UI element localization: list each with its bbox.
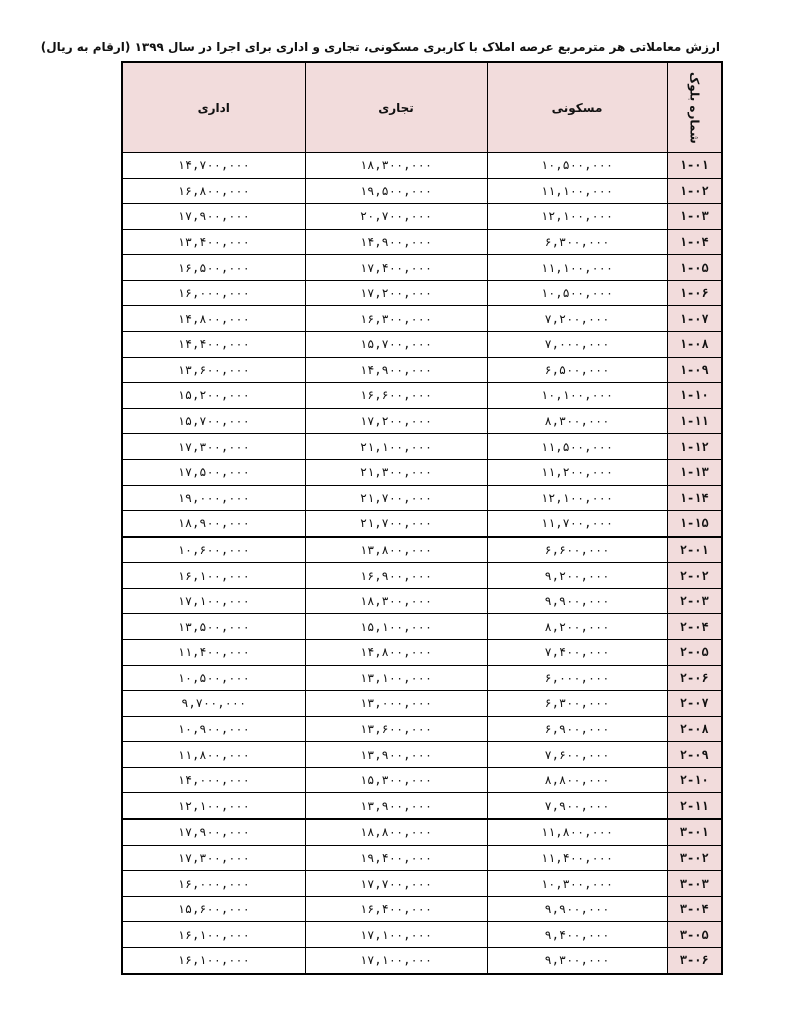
block-number: ۱-۰۸ — [667, 332, 722, 358]
table-row — [122, 408, 722, 434]
table-row — [122, 204, 722, 230]
table-row — [122, 306, 722, 332]
office-value: ۱۷,۳۰۰,۰۰۰ — [122, 845, 305, 871]
table-row — [122, 280, 722, 306]
document-title: ارزش معاملاتی هر مترمربع عرصه املاک با کاربری مسکونی، تجاری و اداری برای اجرا در سال ۱۳۹۹ (ارقام به ریال) — [40, 40, 720, 54]
table-row — [122, 640, 722, 666]
office-value: ۱۶,۰۰۰,۰۰۰ — [122, 871, 305, 897]
office-value: ۱۷,۵۰۰,۰۰۰ — [122, 459, 305, 485]
residential-value: ۹,۳۰۰,۰۰۰ — [487, 947, 667, 974]
residential-value: ۱۰,۳۰۰,۰۰۰ — [487, 871, 667, 897]
block-number: ۳-۰۴ — [667, 896, 722, 922]
table-row — [122, 332, 722, 358]
block-number: ۱-۱۳ — [667, 459, 722, 485]
block-number: ۲-۰۹ — [667, 742, 722, 768]
office-value: ۱۷,۹۰۰,۰۰۰ — [122, 819, 305, 845]
commercial-value: ۱۳,۱۰۰,۰۰۰ — [305, 665, 487, 691]
commercial-value: ۲۱,۷۰۰,۰۰۰ — [305, 485, 487, 511]
block-number: ۱-۰۴ — [667, 229, 722, 255]
commercial-value: ۲۱,۳۰۰,۰۰۰ — [305, 459, 487, 485]
office-value: ۱۰,۵۰۰,۰۰۰ — [122, 665, 305, 691]
residential-value: ۶,۳۰۰,۰۰۰ — [487, 229, 667, 255]
office-value: ۱۴,۰۰۰,۰۰۰ — [122, 767, 305, 793]
office-value: ۱۳,۵۰۰,۰۰۰ — [122, 614, 305, 640]
office-value: ۱۵,۷۰۰,۰۰۰ — [122, 408, 305, 434]
block-number: ۲-۰۷ — [667, 691, 722, 717]
table-row — [122, 178, 722, 204]
residential-value: ۱۱,۲۰۰,۰۰۰ — [487, 459, 667, 485]
residential-value: ۹,۴۰۰,۰۰۰ — [487, 922, 667, 948]
office-value: ۹,۷۰۰,۰۰۰ — [122, 691, 305, 717]
residential-value: ۸,۲۰۰,۰۰۰ — [487, 614, 667, 640]
block-number: ۲-۱۱ — [667, 793, 722, 819]
commercial-value: ۱۳,۹۰۰,۰۰۰ — [305, 742, 487, 768]
block-number: ۱-۰۹ — [667, 357, 722, 383]
table-row — [122, 845, 722, 871]
block-number: ۳-۰۱ — [667, 819, 722, 845]
block-number: ۲-۰۵ — [667, 640, 722, 666]
header-block-number: شماره بلوک — [667, 62, 722, 153]
commercial-value: ۲۰,۷۰۰,۰۰۰ — [305, 204, 487, 230]
residential-value: ۷,۹۰۰,۰۰۰ — [487, 793, 667, 819]
office-value: ۱۶,۱۰۰,۰۰۰ — [122, 922, 305, 948]
header-row — [122, 62, 722, 153]
residential-value: ۷,۰۰۰,۰۰۰ — [487, 332, 667, 358]
block-number: ۲-۰۶ — [667, 665, 722, 691]
block-number: ۳-۰۶ — [667, 947, 722, 974]
office-value: ۱۷,۳۰۰,۰۰۰ — [122, 434, 305, 460]
residential-value: ۷,۶۰۰,۰۰۰ — [487, 742, 667, 768]
office-value: ۱۸,۹۰۰,۰۰۰ — [122, 511, 305, 537]
residential-value: ۹,۹۰۰,۰۰۰ — [487, 588, 667, 614]
commercial-value: ۱۷,۴۰۰,۰۰۰ — [305, 255, 487, 281]
office-value: ۱۶,۵۰۰,۰۰۰ — [122, 255, 305, 281]
office-value: ۱۵,۲۰۰,۰۰۰ — [122, 383, 305, 409]
table-row — [122, 793, 722, 819]
commercial-value: ۱۳,۰۰۰,۰۰۰ — [305, 691, 487, 717]
commercial-value: ۲۱,۱۰۰,۰۰۰ — [305, 434, 487, 460]
table-row — [122, 716, 722, 742]
table-row — [122, 459, 722, 485]
commercial-value: ۱۶,۴۰۰,۰۰۰ — [305, 896, 487, 922]
commercial-value: ۱۷,۱۰۰,۰۰۰ — [305, 947, 487, 974]
commercial-value: ۱۶,۶۰۰,۰۰۰ — [305, 383, 487, 409]
commercial-value: ۱۴,۹۰۰,۰۰۰ — [305, 357, 487, 383]
block-number: ۲-۰۲ — [667, 563, 722, 589]
residential-value: ۸,۸۰۰,۰۰۰ — [487, 767, 667, 793]
commercial-value: ۱۵,۳۰۰,۰۰۰ — [305, 767, 487, 793]
commercial-value: ۲۱,۷۰۰,۰۰۰ — [305, 511, 487, 537]
residential-value: ۱۰,۵۰۰,۰۰۰ — [487, 280, 667, 306]
residential-value: ۱۱,۱۰۰,۰۰۰ — [487, 178, 667, 204]
commercial-value: ۱۶,۳۰۰,۰۰۰ — [305, 306, 487, 332]
header-office: اداری — [122, 62, 305, 153]
commercial-value: ۱۳,۹۰۰,۰۰۰ — [305, 793, 487, 819]
block-number: ۱-۰۵ — [667, 255, 722, 281]
table-row — [122, 153, 722, 179]
commercial-value: ۱۵,۱۰۰,۰۰۰ — [305, 614, 487, 640]
office-value: ۱۵,۶۰۰,۰۰۰ — [122, 896, 305, 922]
office-value: ۱۱,۸۰۰,۰۰۰ — [122, 742, 305, 768]
table-row — [122, 511, 722, 537]
office-value: ۱۹,۰۰۰,۰۰۰ — [122, 485, 305, 511]
block-number: ۳-۰۵ — [667, 922, 722, 948]
office-value: ۱۴,۷۰۰,۰۰۰ — [122, 153, 305, 179]
table-row — [122, 614, 722, 640]
office-value: ۱۶,۸۰۰,۰۰۰ — [122, 178, 305, 204]
residential-value: ۷,۴۰۰,۰۰۰ — [487, 640, 667, 666]
block-number: ۱-۱۴ — [667, 485, 722, 511]
office-value: ۱۰,۹۰۰,۰۰۰ — [122, 716, 305, 742]
residential-value: ۶,۹۰۰,۰۰۰ — [487, 716, 667, 742]
block-number: ۱-۱۲ — [667, 434, 722, 460]
commercial-value: ۱۳,۸۰۰,۰۰۰ — [305, 537, 487, 563]
residential-value: ۱۱,۵۰۰,۰۰۰ — [487, 434, 667, 460]
block-number: ۱-۱۰ — [667, 383, 722, 409]
table-row — [122, 563, 722, 589]
residential-value: ۸,۳۰۰,۰۰۰ — [487, 408, 667, 434]
table-row — [122, 767, 722, 793]
residential-value: ۱۰,۱۰۰,۰۰۰ — [487, 383, 667, 409]
residential-value: ۹,۹۰۰,۰۰۰ — [487, 896, 667, 922]
commercial-value: ۱۶,۹۰۰,۰۰۰ — [305, 563, 487, 589]
block-number: ۱-۰۶ — [667, 280, 722, 306]
block-number: ۲-۰۳ — [667, 588, 722, 614]
table-row — [122, 229, 722, 255]
table-row — [122, 922, 722, 948]
table-row — [122, 434, 722, 460]
office-value: ۱۴,۸۰۰,۰۰۰ — [122, 306, 305, 332]
residential-value: ۱۱,۷۰۰,۰۰۰ — [487, 511, 667, 537]
block-number: ۱-۱۵ — [667, 511, 722, 537]
residential-value: ۷,۲۰۰,۰۰۰ — [487, 306, 667, 332]
block-number: ۱-۰۲ — [667, 178, 722, 204]
valuation-table — [121, 61, 723, 975]
residential-value: ۱۱,۸۰۰,۰۰۰ — [487, 819, 667, 845]
office-value: ۱۶,۱۰۰,۰۰۰ — [122, 947, 305, 974]
table-row — [122, 588, 722, 614]
table-row — [122, 537, 722, 563]
commercial-value: ۱۷,۲۰۰,۰۰۰ — [305, 408, 487, 434]
header-residential: مسکونی — [487, 62, 667, 153]
table-row — [122, 691, 722, 717]
table-body — [122, 153, 722, 975]
office-value: ۱۶,۱۰۰,۰۰۰ — [122, 563, 305, 589]
block-number: ۲-۰۸ — [667, 716, 722, 742]
residential-value: ۶,۳۰۰,۰۰۰ — [487, 691, 667, 717]
residential-value: ۱۱,۱۰۰,۰۰۰ — [487, 255, 667, 281]
block-number: ۳-۰۳ — [667, 871, 722, 897]
office-value: ۱۳,۴۰۰,۰۰۰ — [122, 229, 305, 255]
table-row — [122, 485, 722, 511]
block-number: ۱-۰۷ — [667, 306, 722, 332]
office-value: ۱۶,۰۰۰,۰۰۰ — [122, 280, 305, 306]
table-row — [122, 357, 722, 383]
block-number: ۲-۰۴ — [667, 614, 722, 640]
residential-value: ۶,۰۰۰,۰۰۰ — [487, 665, 667, 691]
commercial-value: ۱۳,۶۰۰,۰۰۰ — [305, 716, 487, 742]
office-value: ۱۴,۴۰۰,۰۰۰ — [122, 332, 305, 358]
commercial-value: ۱۴,۹۰۰,۰۰۰ — [305, 229, 487, 255]
commercial-value: ۱۸,۳۰۰,۰۰۰ — [305, 588, 487, 614]
residential-value: ۶,۶۰۰,۰۰۰ — [487, 537, 667, 563]
block-number: ۱-۰۳ — [667, 204, 722, 230]
office-value: ۱۷,۹۰۰,۰۰۰ — [122, 204, 305, 230]
commercial-value: ۱۹,۵۰۰,۰۰۰ — [305, 178, 487, 204]
residential-value: ۱۱,۴۰۰,۰۰۰ — [487, 845, 667, 871]
commercial-value: ۱۵,۷۰۰,۰۰۰ — [305, 332, 487, 358]
commercial-value: ۱۸,۳۰۰,۰۰۰ — [305, 153, 487, 179]
commercial-value: ۱۷,۱۰۰,۰۰۰ — [305, 922, 487, 948]
office-value: ۱۲,۱۰۰,۰۰۰ — [122, 793, 305, 819]
residential-value: ۱۲,۱۰۰,۰۰۰ — [487, 485, 667, 511]
office-value: ۱۰,۶۰۰,۰۰۰ — [122, 537, 305, 563]
table-row — [122, 871, 722, 897]
office-value: ۱۷,۱۰۰,۰۰۰ — [122, 588, 305, 614]
commercial-value: ۱۴,۸۰۰,۰۰۰ — [305, 640, 487, 666]
table-row — [122, 665, 722, 691]
residential-value: ۱۰,۵۰۰,۰۰۰ — [487, 153, 667, 179]
residential-value: ۹,۲۰۰,۰۰۰ — [487, 563, 667, 589]
block-number: ۱-۰۱ — [667, 153, 722, 179]
header-commercial: تجاری — [305, 62, 487, 153]
commercial-value: ۱۷,۷۰۰,۰۰۰ — [305, 871, 487, 897]
block-number: ۲-۰۱ — [667, 537, 722, 563]
table-row — [122, 947, 722, 974]
table-row — [122, 383, 722, 409]
block-number: ۲-۱۰ — [667, 767, 722, 793]
block-number: ۱-۱۱ — [667, 408, 722, 434]
commercial-value: ۱۸,۸۰۰,۰۰۰ — [305, 819, 487, 845]
block-number: ۳-۰۲ — [667, 845, 722, 871]
table-row — [122, 819, 722, 845]
commercial-value: ۱۹,۴۰۰,۰۰۰ — [305, 845, 487, 871]
office-value: ۱۳,۶۰۰,۰۰۰ — [122, 357, 305, 383]
table-row — [122, 742, 722, 768]
residential-value: ۱۲,۱۰۰,۰۰۰ — [487, 204, 667, 230]
commercial-value: ۱۷,۲۰۰,۰۰۰ — [305, 280, 487, 306]
table-row — [122, 255, 722, 281]
office-value: ۱۱,۴۰۰,۰۰۰ — [122, 640, 305, 666]
residential-value: ۶,۵۰۰,۰۰۰ — [487, 357, 667, 383]
table-row — [122, 896, 722, 922]
